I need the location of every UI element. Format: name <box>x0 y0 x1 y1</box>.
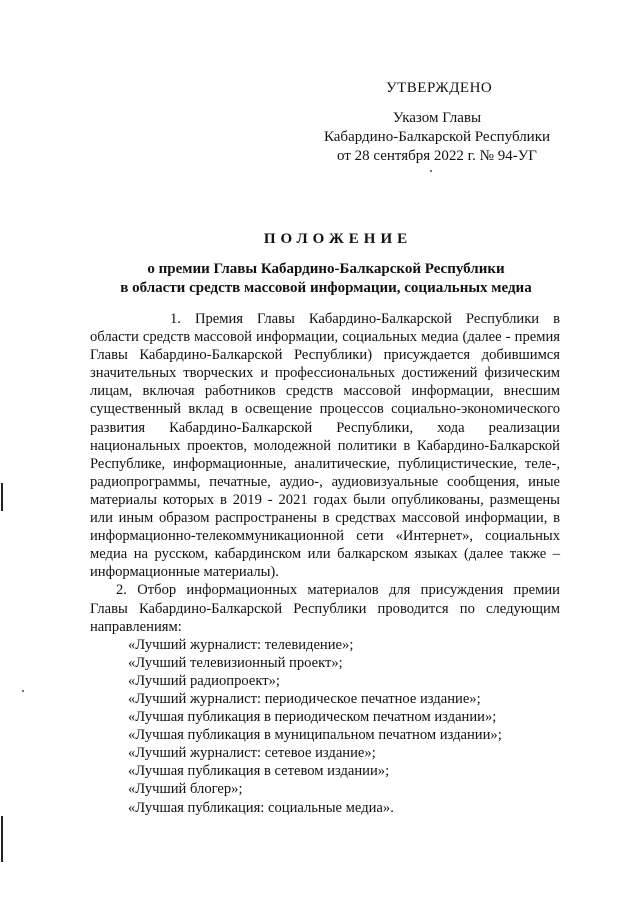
directions-list <box>90 636 560 817</box>
subtitle-line-2: в области средств массовой информации, социальных медиа <box>120 280 532 296</box>
document-body <box>90 310 560 817</box>
scan-edge-mark <box>1 816 3 862</box>
list-item: «Лучшая публикация: социальные медиа». <box>128 799 394 816</box>
approval-line-republic: Кабардино-Балкарской Республики <box>323 129 551 145</box>
list-item: «Лучшая публикация в муниципальном печатном издании»; <box>128 727 502 744</box>
list-item: «Лучший радиопроект»; <box>128 672 280 689</box>
list-item: «Лучшая публикация в сетевом издании»; <box>128 763 390 780</box>
list-item: «Лучший телевизионный проект»; <box>128 654 343 671</box>
scan-edge-mark <box>1 483 3 511</box>
paragraph-1: 1. Премия Главы Кабардино-Балкарской Республики в области средств массовой информации, социальных медиа (далее - премия Главы Кабардино-Балкарской Республики) присуждается добившимся значительных творческих и профессиональных достижений физическим лицам, включая работников средств массовой информации, внесшим существенный вклад в освещение процессов социально-экономического развития Кабардино-Балкарской Республики, хода реализации национальных проектов, молодежной политики в Кабардино-Балкарской Республике, информационные, аналитические, публицистические, теле-, радиопрограммы, печатные, аудио-, аудиовизуальные сообщения, иные материалы которых в 2019 - 2021 годах были опубликованы, размещены или иным образом распространены в средствах массовой информации, в информационно-телекоммуникационной сети «Интернет», социальных медиа на русском, кабардинском или балкарском языках (далее также – информационные материалы). <box>90 311 560 581</box>
list-item: «Лучший журналист: телевидение»; <box>128 636 354 653</box>
list-item: «Лучший блогер»; <box>128 781 243 798</box>
document-title: ПОЛОЖЕНИЕ <box>263 231 413 247</box>
list-item: «Лучший журналист: сетевое издание»; <box>128 745 376 762</box>
list-item: «Лучшая публикация в периодическом печатном издании»; <box>128 709 497 726</box>
paragraph-2: 2. Отбор информационных материалов для присуждения премии Главы Кабардино-Балкарской Республики проводится по следующим направлениям: <box>90 582 560 635</box>
subtitle-line-1: о премии Главы Кабардино-Балкарской Республики <box>147 261 505 277</box>
approval-line-date: от 28 сентября 2022 г. № 94-УГ <box>337 148 537 164</box>
list-item: «Лучший журналист: периодическое печатное издание»; <box>128 690 481 707</box>
approval-line-decree: Указом Главы <box>392 110 482 126</box>
scan-dot <box>22 690 24 692</box>
approval-stamp-block <box>322 79 562 166</box>
scan-dot <box>430 170 432 172</box>
document-subtitle <box>88 260 564 298</box>
approval-heading: УТВЕРЖДЕНО <box>386 80 493 96</box>
